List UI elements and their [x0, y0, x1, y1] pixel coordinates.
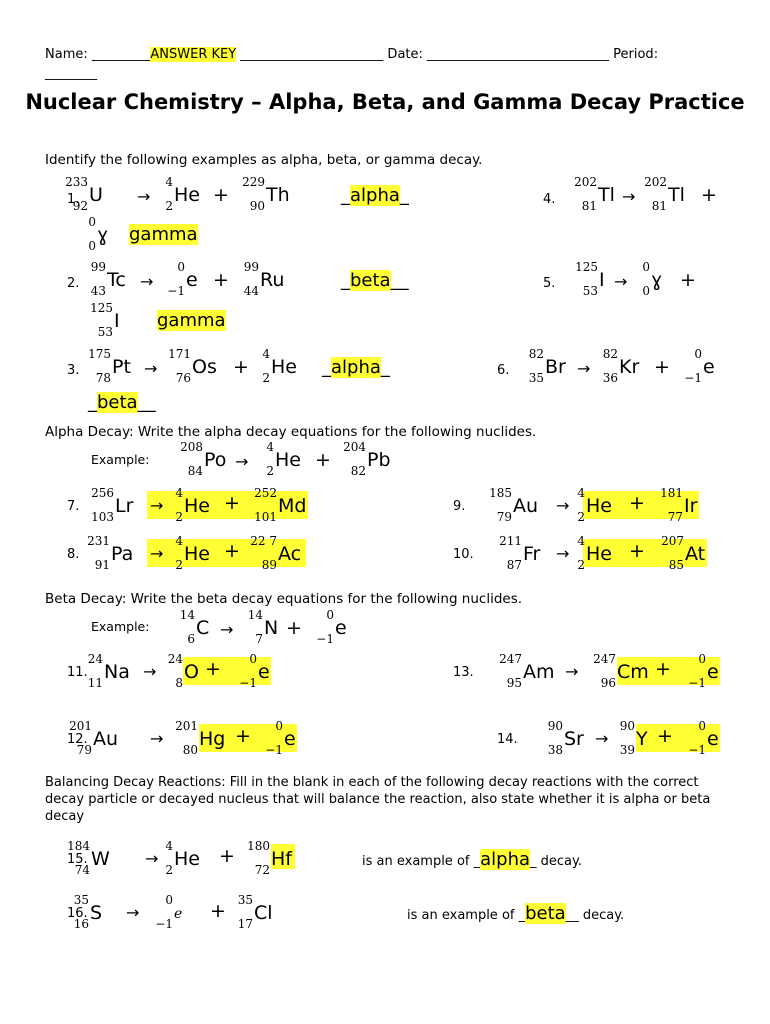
element-symbol: e [186, 269, 198, 291]
element-symbol: He [184, 543, 210, 565]
item-number: 14. [497, 732, 518, 747]
atomic-number: 79 [76, 743, 92, 757]
atomic-number: 16 [73, 917, 89, 931]
gamma-symbol: ɣ [97, 224, 109, 246]
name-value: ANSWER KEY [150, 47, 237, 62]
mass-number: 99 [243, 260, 259, 274]
arrow-icon: → [140, 272, 154, 291]
mass-number: 0 [177, 260, 185, 274]
answer-1: alpha [350, 185, 400, 206]
element-symbol: Am [523, 661, 555, 683]
element-symbol: Po [204, 449, 227, 471]
mass-number: 171 [168, 347, 191, 361]
element-symbol: Au [513, 495, 539, 517]
atomic-number: 2 [266, 464, 274, 478]
element-symbol: Ir [684, 495, 698, 517]
mass-number: 125 [90, 301, 113, 315]
plus-sign: + [680, 269, 696, 291]
name-label: Name: _________ [45, 47, 151, 62]
item-number: 16. [67, 906, 88, 921]
mass-number: 22 7 [250, 534, 277, 548]
element-symbol: C [196, 617, 210, 639]
identify-instructions: Identify the following examples as alpha, beta, or gamma decay. [45, 152, 483, 168]
example-label: Example: [91, 452, 150, 467]
item-number: 4. [543, 192, 556, 207]
item-number: 11. [67, 665, 88, 680]
mass-number: 0 [694, 347, 702, 361]
element-symbol: O [184, 661, 199, 683]
answer-2: beta [350, 270, 391, 291]
plus-sign: + [219, 845, 235, 867]
arrow-icon: → [144, 359, 158, 378]
element-symbol: I [599, 269, 605, 291]
element-symbol: Fr [523, 543, 541, 565]
item-number: 9. [453, 499, 466, 514]
atomic-number: 87 [506, 558, 522, 572]
mass-number: 180 [247, 839, 270, 853]
answer-blank: _alpha_ [322, 357, 390, 378]
element-symbol: At [685, 543, 706, 565]
element-symbol: He [271, 356, 297, 378]
atomic-number: 81 [581, 199, 597, 213]
atomic-number: 44 [243, 284, 259, 298]
mass-number: 0 [275, 719, 283, 733]
item-number: 2. [67, 276, 80, 291]
plus-sign: + [205, 658, 221, 680]
element-symbol: Y [636, 728, 648, 750]
header-name-line [45, 47, 658, 62]
mass-number: 35 [237, 893, 253, 907]
element-symbol: Na [104, 661, 130, 683]
mass-number: 0 [642, 260, 650, 274]
plus-sign: + [657, 725, 673, 747]
atomic-number: 2 [175, 510, 183, 524]
atomic-number: 76 [175, 371, 191, 385]
element-symbol: Kr [619, 356, 640, 378]
mass-number: 0 [326, 608, 334, 622]
element-symbol: He [586, 495, 612, 517]
atomic-number: 36 [602, 371, 618, 385]
item-number: 3. [67, 363, 80, 378]
mass-number: 0 [249, 652, 257, 666]
arrow-icon: → [595, 729, 609, 748]
mass-number: 0 [165, 893, 173, 907]
element-symbol: Ac [278, 543, 302, 565]
sentence-post: __ decay. [565, 908, 625, 923]
element-symbol: W [91, 848, 110, 870]
item-number: 8. [67, 547, 80, 562]
element-symbol: N [264, 617, 279, 639]
element-symbol: e [258, 661, 270, 683]
mass-number: 185 [489, 486, 512, 500]
answer-6: beta [97, 392, 138, 413]
mass-number: 24 [167, 652, 183, 666]
atomic-number: 0 [88, 239, 96, 253]
mass-number: 208 [180, 440, 203, 454]
atomic-number: 77 [667, 510, 683, 524]
element-symbol: Tl [668, 184, 685, 206]
mass-number: 4 [577, 486, 585, 500]
element-symbol: Ru [260, 269, 285, 291]
mass-number: 202 [644, 175, 667, 189]
atomic-number: 8 [175, 676, 183, 690]
plus-sign: + [213, 269, 229, 291]
sentence-pre: is an example of _ [362, 854, 481, 869]
atomic-number: 43 [90, 284, 106, 298]
atomic-number: 6 [187, 632, 195, 646]
mass-number: 90 [619, 719, 635, 733]
atomic-number: −1 [239, 676, 257, 690]
mass-number: 14 [247, 608, 263, 622]
mass-number: 201 [69, 719, 92, 733]
atomic-number: −1 [684, 371, 702, 385]
plus-sign: + [655, 658, 671, 680]
mass-number: 4 [165, 175, 173, 189]
atomic-number: 91 [94, 558, 110, 572]
atomic-number: 39 [619, 743, 635, 757]
element-symbol: He [586, 543, 612, 565]
arrow-icon: → [577, 359, 591, 378]
atomic-number: 2 [262, 371, 270, 385]
atomic-number: 85 [668, 558, 684, 572]
element-symbol: Hg [199, 728, 226, 750]
element-symbol: Tc [107, 269, 126, 291]
sentence-pre: is an example of _ [407, 908, 526, 923]
atomic-number: 11 [87, 676, 103, 690]
atomic-number: −1 [167, 284, 185, 298]
arrow-icon: → [145, 849, 159, 868]
atomic-number: 92 [72, 199, 88, 213]
mass-number: 90 [547, 719, 563, 733]
arrow-icon: → [235, 452, 249, 471]
element-symbol: Pt [112, 356, 131, 378]
arrow-icon: → [150, 544, 164, 563]
element-symbol: Cm [617, 661, 649, 683]
mass-number: 14 [179, 608, 195, 622]
item-number: 6. [497, 363, 510, 378]
date-period-line: ______________________ Date: ____________________________ Period: [236, 47, 659, 62]
atomic-number: 101 [254, 510, 277, 524]
plus-sign: + [210, 900, 226, 922]
element-symbol: Pb [367, 449, 391, 471]
mass-number: 4 [175, 534, 183, 548]
item-number: 10. [453, 547, 474, 562]
element-symbol: Cl [254, 902, 273, 924]
mass-number: 247 [593, 652, 616, 666]
atomic-number: 96 [600, 676, 616, 690]
mass-number: 229 [242, 175, 265, 189]
plus-sign: + [315, 449, 331, 471]
item-number: 12. [67, 732, 88, 747]
answer-blank: _alpha_ [341, 185, 409, 206]
element-symbol: Md [278, 495, 307, 517]
mass-number: 207 [661, 534, 684, 548]
element-symbol: I [114, 310, 120, 332]
plus-sign: + [654, 356, 670, 378]
answer-3: alpha [331, 357, 381, 378]
atomic-number: 2 [577, 558, 585, 572]
mass-number: 175 [88, 347, 111, 361]
item-number: 1. [67, 192, 80, 207]
mass-number: 0 [88, 215, 96, 229]
atomic-number: 2 [175, 558, 183, 572]
mass-number: 231 [87, 534, 110, 548]
mass-number: 4 [165, 839, 173, 853]
element-symbol: Sr [564, 728, 584, 750]
element-symbol: S [90, 902, 103, 924]
atomic-number: 2 [165, 863, 173, 877]
element-symbol: Os [192, 356, 217, 378]
arrow-icon: → [126, 903, 140, 922]
page-title: Nuclear Chemistry – Alpha, Beta, and Gamma Decay Practice [25, 90, 745, 114]
atomic-number: 89 [261, 558, 277, 572]
atomic-number: 84 [187, 464, 203, 478]
answer-16-type: beta [525, 903, 566, 924]
atomic-number: 0 [642, 284, 650, 298]
plus-sign: + [629, 540, 645, 562]
element-symbol: He [184, 495, 210, 517]
atomic-number: 103 [91, 510, 114, 524]
answer-4: gamma [129, 224, 198, 245]
plus-sign: + [629, 492, 645, 514]
mass-number: 99 [90, 260, 106, 274]
mass-number: 256 [91, 486, 114, 500]
answer-15-type: alpha [480, 849, 531, 870]
atomic-number: 17 [237, 917, 253, 931]
element-symbol: Pa [111, 543, 134, 565]
atomic-number: 2 [577, 510, 585, 524]
atomic-number: 79 [496, 510, 512, 524]
mass-number: 202 [574, 175, 597, 189]
plus-sign: + [233, 356, 249, 378]
period-blank: ________ [45, 66, 97, 81]
arrow-icon: → [556, 544, 570, 563]
element-symbol: e [284, 728, 296, 750]
arrow-icon: → [150, 729, 164, 748]
arrow-icon: → [220, 620, 234, 639]
element-symbol: Th [266, 184, 290, 206]
alpha-instructions: Alpha Decay: Write the alpha decay equations for the following nuclides. [45, 424, 537, 440]
atomic-number: 72 [254, 863, 270, 877]
arrow-icon: → [614, 272, 628, 291]
atomic-number: −1 [265, 743, 283, 757]
atomic-number: 82 [350, 464, 366, 478]
answer-blank: _beta__ [341, 270, 409, 291]
atomic-number: 74 [74, 863, 90, 877]
beta-instructions: Beta Decay: Write the beta decay equations for the following nuclides. [45, 591, 523, 607]
mass-number: 82 [528, 347, 544, 361]
atomic-number: 78 [95, 371, 111, 385]
atomic-number: 2 [165, 199, 173, 213]
sentence-post: _ decay. [530, 854, 582, 869]
element-symbol: e [707, 728, 719, 750]
item-number: 13. [453, 665, 474, 680]
element-symbol: He [174, 848, 200, 870]
arrow-icon: → [556, 496, 570, 515]
element-symbol: He [174, 184, 200, 206]
atomic-number: −1 [688, 743, 706, 757]
arrow-icon: → [565, 662, 579, 681]
arrow-icon: → [143, 662, 157, 681]
mass-number: 184 [67, 839, 90, 853]
element-symbol: Br [545, 356, 566, 378]
balancing-sentence-16 [407, 903, 624, 924]
item-number: 7. [67, 499, 80, 514]
atomic-number: −1 [316, 632, 334, 646]
item-number: 15. [67, 852, 88, 867]
plus-sign: + [235, 725, 251, 747]
mass-number: 201 [175, 719, 198, 733]
mass-number: 0 [698, 719, 706, 733]
atomic-number: 53 [582, 284, 598, 298]
element-symbol: U [89, 184, 103, 206]
plus-sign: + [701, 184, 717, 206]
element-symbol: He [275, 449, 301, 471]
element-symbol: Au [93, 728, 119, 750]
mass-number: 4 [175, 486, 183, 500]
element-symbol: e [335, 617, 347, 639]
atomic-number: 81 [651, 199, 667, 213]
mass-number: 233 [65, 175, 88, 189]
arrow-icon: → [137, 187, 151, 206]
plus-sign: + [213, 184, 229, 206]
element-symbol: e [174, 906, 183, 922]
arrow-icon: → [150, 496, 164, 515]
mass-number: 35 [73, 893, 89, 907]
mass-number: 204 [343, 440, 366, 454]
plus-sign: + [286, 617, 302, 639]
balancing-sentence-15 [362, 849, 582, 870]
atomic-number: 90 [249, 199, 265, 213]
gamma-symbol: ɣ [651, 269, 663, 291]
mass-number: 247 [499, 652, 522, 666]
element-symbol: e [703, 356, 715, 378]
answer-5: gamma [157, 310, 226, 331]
atomic-number: 35 [528, 371, 544, 385]
mass-number: 82 [602, 347, 618, 361]
plus-sign: + [224, 540, 240, 562]
element-symbol: e [707, 661, 719, 683]
mass-number: 24 [87, 652, 103, 666]
atomic-number: 38 [547, 743, 563, 757]
balancing-instructions: Balancing Decay Reactions: Fill in the blank in each of the following decay reactions with the correct decay particle or decayed nucleus that will balance the reaction, also state whether it is alpha or beta decay [45, 775, 711, 824]
atomic-number: 7 [255, 632, 263, 646]
mass-number: 252 [254, 486, 277, 500]
mass-number: 4 [262, 347, 270, 361]
arrow-icon: → [622, 187, 636, 206]
element-symbol: Lr [115, 495, 134, 517]
plus-sign: + [224, 492, 240, 514]
mass-number: 4 [577, 534, 585, 548]
atomic-number: 80 [182, 743, 198, 757]
atomic-number: −1 [688, 676, 706, 690]
example-label: Example: [91, 619, 150, 634]
answer-blank: _beta__ [88, 392, 156, 413]
element-symbol: Tl [598, 184, 615, 206]
atomic-number: 95 [506, 676, 522, 690]
mass-number: 0 [698, 652, 706, 666]
element-symbol: Hf [271, 848, 292, 870]
atomic-number: −1 [155, 917, 173, 931]
mass-number: 211 [499, 534, 522, 548]
mass-number: 125 [575, 260, 598, 274]
mass-number: 181 [660, 486, 683, 500]
atomic-number: 53 [97, 325, 113, 339]
item-number: 5. [543, 276, 556, 291]
mass-number: 4 [266, 440, 274, 454]
